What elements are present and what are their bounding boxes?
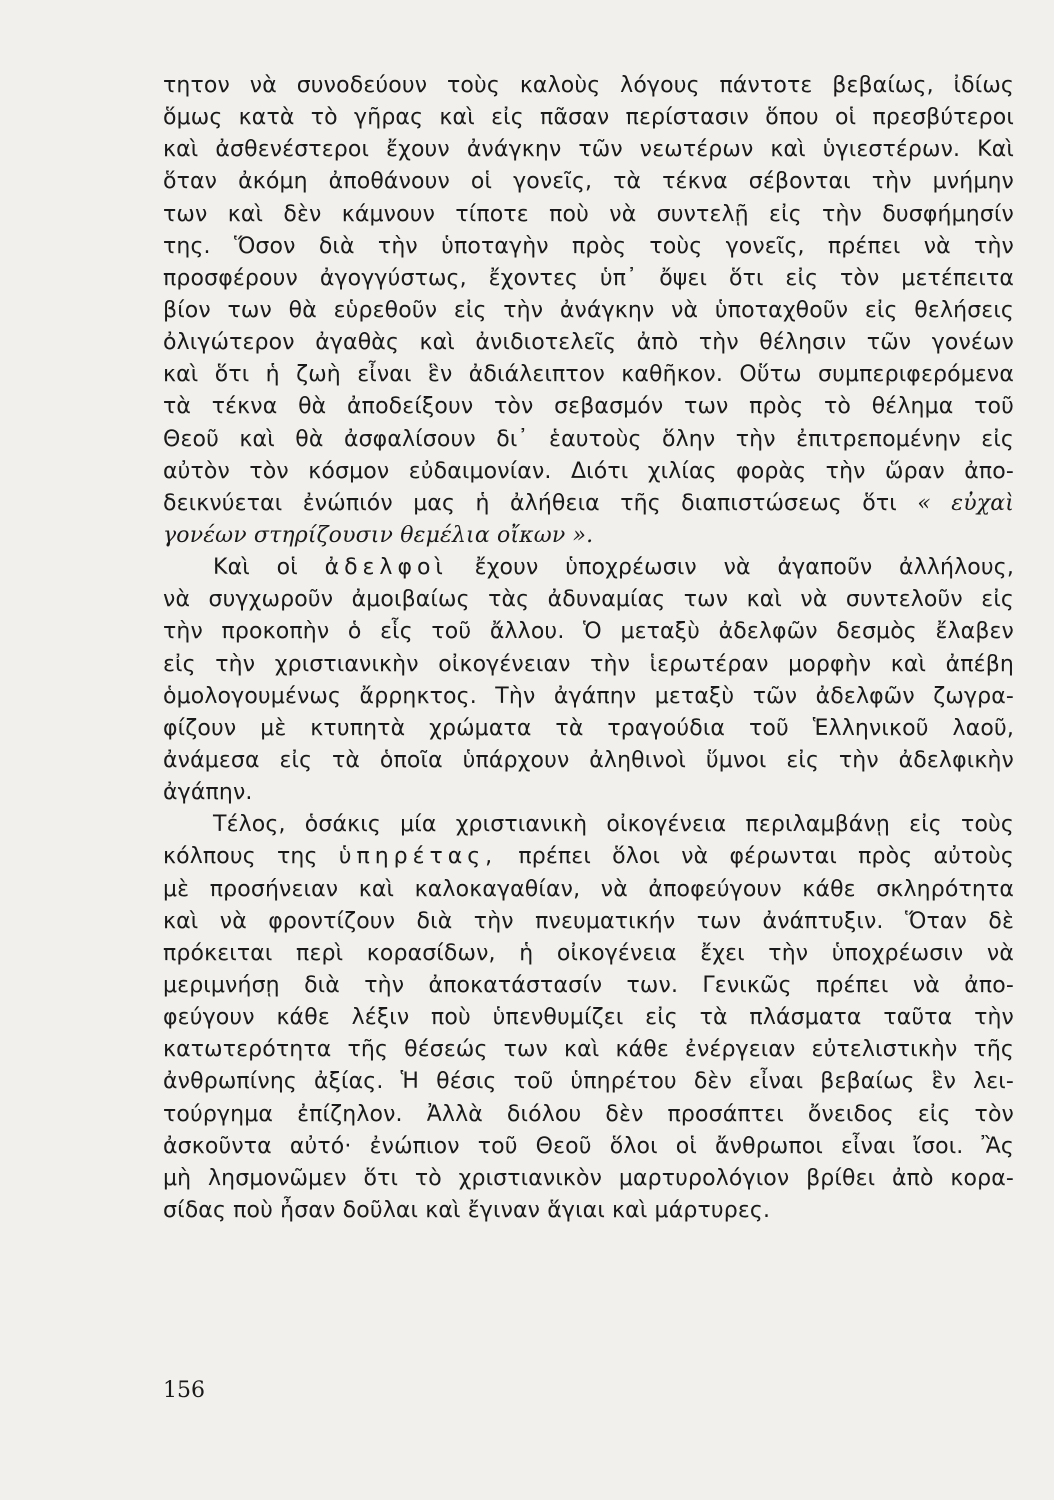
text-line: μὲ προσήνειαν καὶ καλοκαγαθίαν, νὰ ἀποφεύγουν κάθε σκληρότητα <box>163 876 1014 902</box>
text-segment: δεικνύεται ἐνώπιόν μας ἡ ἀλήθεια τῆς διαπιστώσεως ὅτι <box>163 490 897 516</box>
text-line: πρόκειται περὶ κορασίδων, ἡ οἰκογένεια ἔχει τὴν ὑποχρέωσιν νὰ <box>163 940 1014 966</box>
text-line: ὁμολογουμένως ἄρρηκτος. Τὴν ἀγάπην μεταξὺ τῶν ἀδελφῶν ζωγρα- <box>163 683 1014 709</box>
text-line: εἰς τὴν χριστιανικὴν οἰκογένειαν τὴν ἱερωτέραν μορφὴν καὶ ἀπέβη <box>163 651 1014 677</box>
text-line: ἀσκοῦντα αὐτό· ἐνώπιον τοῦ Θεοῦ ὅλοι οἱ ἄνθρωποι εἶναι ἴσοι. Ἂς <box>163 1133 1014 1159</box>
text-segment: ἔχουν ὑποχρέωσιν νὰ ἀγαποῦν ἀλλήλους, <box>474 555 1014 581</box>
text-line: μεριμνήσῃ διὰ τὴν ἀποκατάστασίν των. Γενικῶς πρέπει νὰ ἀπο- <box>163 972 1014 998</box>
paragraph-1 <box>163 70 1014 552</box>
emphasized-word: ἀδελφοὶ <box>324 555 448 581</box>
text-line: προσφέρουν ἀγογγύστως, ἔχοντες ὑπ᾿ ὄψει ὅτι εἰς τὸν μετέπειτα <box>163 265 1014 291</box>
text-segment: κόλπους της <box>163 844 318 870</box>
page-number: 156 <box>163 1378 205 1403</box>
text-line: ὀλιγώτερον ἀγαθὰς καὶ ἀνιδιοτελεῖς ἀπὸ τὴν θέλησιν τῶν γονέων <box>163 330 1014 356</box>
text-line: καὶ νὰ φροντίζουν διὰ τὴν πνευματικήν των ἀνάπτυξιν. Ὅταν δὲ <box>163 908 1014 934</box>
text-line: φίζουν μὲ κτυπητὰ χρώματα τὰ τραγούδια τοῦ Ἑλληνικοῦ λαοῦ, <box>163 715 1014 741</box>
text-line: βίον των θὰ εὑρεθοῦν εἰς τὴν ἀνάγκην νὰ ὑποταχθοῦν εἰς θελήσεις <box>163 297 1014 323</box>
text-line: ὅταν ἀκόμη ἀποθάνουν οἱ γονεῖς, τὰ τέκνα σέβονται τὴν μνήμην <box>163 169 1014 195</box>
text-line <box>163 552 1014 584</box>
text-line: ὅμως κατὰ τὸ γῆρας καὶ εἰς πᾶσαν περίστασιν ὅπου οἱ πρεσβύτεροι <box>163 105 1014 131</box>
text-line: καὶ ὅτι ἡ ζωὴ εἶναι ἓν ἀδιάλειπτον καθῆκον. Οὕτω συμπεριφερόμενα <box>163 362 1014 388</box>
text-line: Τέλος, ὁσάκις μία χριστιανικὴ οἰκογένεια περιλαμβάνῃ εἰς τοὺς <box>213 812 1014 838</box>
paragraph-2 <box>163 552 1014 809</box>
text-line: τὰ τέκνα θὰ ἀποδείξουν τὸν σεβασμόν των πρὸς τὸ θέλημα τοῦ <box>163 394 1014 420</box>
text-line <box>163 841 1014 873</box>
paragraph-3 <box>163 809 1014 1227</box>
quote-start: « εὐχαὶ <box>917 490 1014 516</box>
text-line: ἀγάπην. <box>163 780 253 806</box>
text-segment: Καὶ οἱ <box>213 555 298 581</box>
text-line: τὴν προκοπὴν ὁ εἷς τοῦ ἄλλου. Ὁ μεταξὺ ἀδελφῶν δεσμὸς ἔλαβεν <box>163 619 1014 645</box>
text-line: τούργημα ἐπίζηλον. Ἀλλὰ διόλου δὲν προσάπτει ὄνειδος εἰς τὸν <box>163 1101 1014 1127</box>
text-line: Θεοῦ καὶ θὰ ἀσφαλίσουν δι᾿ ἑαυτοὺς ὅλην τὴν ἐπιτρεπομένην εἰς <box>163 426 1014 452</box>
text-line <box>163 488 1014 520</box>
body-text <box>163 70 1014 1227</box>
emphasized-word: ὑπηρέτας, <box>338 844 498 870</box>
text-line: της. Ὅσον διὰ τὴν ὑποταγὴν πρὸς τοὺς γονεῖς, πρέπει νὰ τὴν <box>163 233 1014 259</box>
text-line <box>163 520 1014 552</box>
text-segment: πρέπει ὅλοι νὰ φέρωνται πρὸς αὐτοὺς <box>518 844 1014 870</box>
text-line: φεύγουν κάθε λέξιν ποὺ ὑπενθυμίζει εἰς τὰ πλάσματα ταῦτα τὴν <box>163 1005 1014 1031</box>
text-line: ἀνθρωπίνης ἀξίας. Ἡ θέσις τοῦ ὑπηρέτου δὲν εἶναι βεβαίως ἓν λει- <box>163 1069 1014 1095</box>
text-line: νὰ συγχωροῦν ἀμοιβαίως τὰς ἀδυναμίας των καὶ νὰ συντελοῦν εἰς <box>163 587 1014 613</box>
text-line: μὴ λησμονῶμεν ὅτι τὸ χριστιανικὸν μαρτυρολόγιον βρίθει ἀπὸ κορα- <box>163 1165 1014 1191</box>
quote-end: γονέων στηρίζουσιν θεμέλια οἴκων ». <box>163 522 594 548</box>
text-line: καὶ ἀσθενέστεροι ἔχουν ἀνάγκην τῶν νεωτέρων καὶ ὑγιεστέρων. Καὶ <box>163 137 1014 163</box>
text-line: ἀνάμεσα εἰς τὰ ὁποῖα ὑπάρχουν ἀληθινοὶ ὕμνοι εἰς τὴν ἀδελφικὴν <box>163 747 1014 773</box>
text-line: κατωτερότητα τῆς θέσεώς των καὶ κάθε ἐνέργειαν εὐτελιστικὴν τῆς <box>163 1037 1014 1063</box>
text-line: σίδας ποὺ ἦσαν δοῦλαι καὶ ἔγιναν ἅγιαι καὶ μάρτυρες. <box>163 1197 771 1223</box>
text-line: τητον νὰ συνοδεύουν τοὺς καλοὺς λόγους πάντοτε βεβαίως, ἰδίως <box>163 73 1014 98</box>
text-line: αὐτὸν τὸν κόσμον εὐδαιμονίαν. Διότι χιλίας φορὰς τὴν ὥραν ἀπο- <box>163 458 1014 484</box>
text-line: των καὶ δὲν κάμνουν τίποτε ποὺ νὰ συντελῇ εἰς τὴν δυσφήμησίν <box>163 201 1014 227</box>
